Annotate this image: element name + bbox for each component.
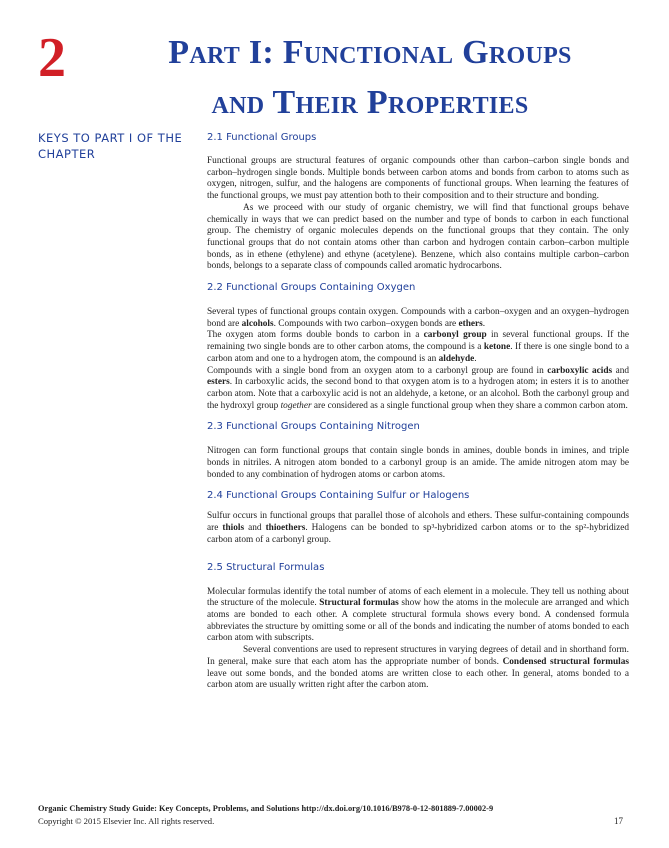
chapter-number: 2 — [38, 27, 66, 89]
term-thiols: thiols — [222, 523, 245, 534]
footer-copyright: Copyright © 2015 Elsevier Inc. All rights reserved. — [38, 816, 215, 826]
term-esters: esters — [207, 377, 230, 388]
chapter-title-line-2: and Their Properties — [211, 84, 529, 121]
paragraph: Molecular formulas identify the total number of atoms of each element in a molecule. They tell us nothing about the structure of the molecule. Structural formulas show how the atoms in the molecule are arranged and which atoms are bonded to each other. A complete structural formula shows every bond. A condensed formula abbreviates the structure by omitting some or all of the bonds and indicating the number of atoms bonded to each carbon atom with subscripts. — [207, 586, 629, 644]
term-carbonyl-group: carbonyl group — [423, 330, 487, 341]
chapter-title-line-1: Part I: Functional Groups — [168, 34, 572, 71]
section-heading-2-2: 2.2 Functional Groups Containing Oxygen — [207, 282, 416, 294]
paragraph: Compounds with a single bond from an oxygen atom to a carbonyl group are found in carboxylic acids and esters. In carboxylic acids, the second bond to that oxygen atom is to a hydrogen atom; in esters it is to another carbon atom. Note that a carboxylic acid is not an aldehyde, a ketone, or an alcohol. Both the carbonyl group and the hydroxyl group together are considered as a single functional group when they share a common carbon atom. — [207, 365, 629, 411]
paragraph: Several conventions are used to represent structures in varying degrees of detail and in shorthand form. In general, make sure that each atom has the appropriate number of bonds. Condensed structural formulas leave out some bonds, and the bonded atoms are written close to each other. In general, atoms bonded to a carbon atom are usually written right after the carbon atom. — [207, 645, 629, 691]
term-aldehyde: aldehyde — [438, 353, 475, 364]
paragraph: Several types of functional groups contain oxygen. Compounds with a carbon–oxygen and an oxygen–hydrogen bond are alcohols. Compounds with two carbon–oxygen bonds are ethers. — [207, 307, 629, 329]
footer-citation: Organic Chemistry Study Guide: Key Concepts, Problems, and Solutions http://dx.doi.org/10.1016/B978-0-12-801889-7.00002-9 — [38, 804, 494, 813]
emphasis-together: together — [280, 400, 312, 411]
term-alcohols: alcohols — [241, 318, 274, 329]
section-heading-2-4: 2.4 Functional Groups Containing Sulfur or Halogens — [207, 490, 470, 502]
main-content — [207, 131, 629, 692]
section-heading-2-5: 2.5 Structural Formulas — [207, 561, 325, 573]
term-carboxylic-acids: carboxylic acids — [547, 365, 613, 376]
paragraph: Functional groups are structural features of organic compounds other than carbon–carbon single bonds and carbon–hydrogen single bonds. Multiple bonds between carbon atoms and bonds from carbon to atoms such as oxygen, nitrogen, sulfur, and the halogens are components of functional groups. When learning the features of the functional groups, we must pay attention both to their composition and to their structure and bonding. — [207, 156, 629, 202]
paragraph: As we proceed with our study of organic chemistry, we will find that functional groups behave chemically in ways that we can predict based on the number and type of bonds to carbon in each functional group. The chemistry of organic molecules depends on the functional groups that they contain. The only functional groups that do not contain atoms other than carbon and hydrogen contain carbon–carbon multiple bonds, as in ethene (ethylene) and ethyne (acetylene). Benzene, which also contains multiple carbon–carbon bonds, belongs to a separate class of compounds called aromatic hydrocarbons. — [207, 202, 629, 272]
paragraph: Sulfur occurs in functional groups that parallel those of alcohols and ethers. These sulfur-containing compounds are thiols and thioethers. Halogens can be bonded to sp³-hybridized carbon atoms or to the sp²-hybridized carbon atom of a carbonyl group. — [207, 511, 629, 545]
paragraph: Nitrogen can form functional groups that contain single bonds in amines, double bonds in imines, and triple bonds in nitriles. A nitrogen atom bonded to a carbonyl group is an amide. The amide nitrogen atom may be bonded to any combination of hydrogen atoms or carbon atoms. — [207, 446, 629, 480]
section-heading-2-3: 2.3 Functional Groups Containing Nitrogen — [207, 421, 420, 433]
section-heading-2-1: 2.1 Functional Groups — [207, 132, 317, 143]
term-ethers: ethers — [458, 318, 483, 329]
keys-sidebar-label: KEYS TO PART I OF THE CHAPTER — [38, 131, 183, 161]
term-condensed-structural-formulas: Condensed structural formulas — [502, 656, 629, 667]
term-ketone: ketone — [483, 342, 511, 353]
page-number: 17 — [614, 816, 623, 826]
term-thioethers: thioethers — [265, 523, 306, 534]
paragraph: The oxygen atom forms double bonds to carbon in a carbonyl group in several functional groups. If the remaining two single bonds are to other carbon atoms, the compound is a ketone. If there is one single bond to a carbon atom and one to a hydrogen atom, the compound is an aldehyde. — [207, 330, 630, 364]
term-structural-formulas: Structural formulas — [319, 598, 399, 609]
